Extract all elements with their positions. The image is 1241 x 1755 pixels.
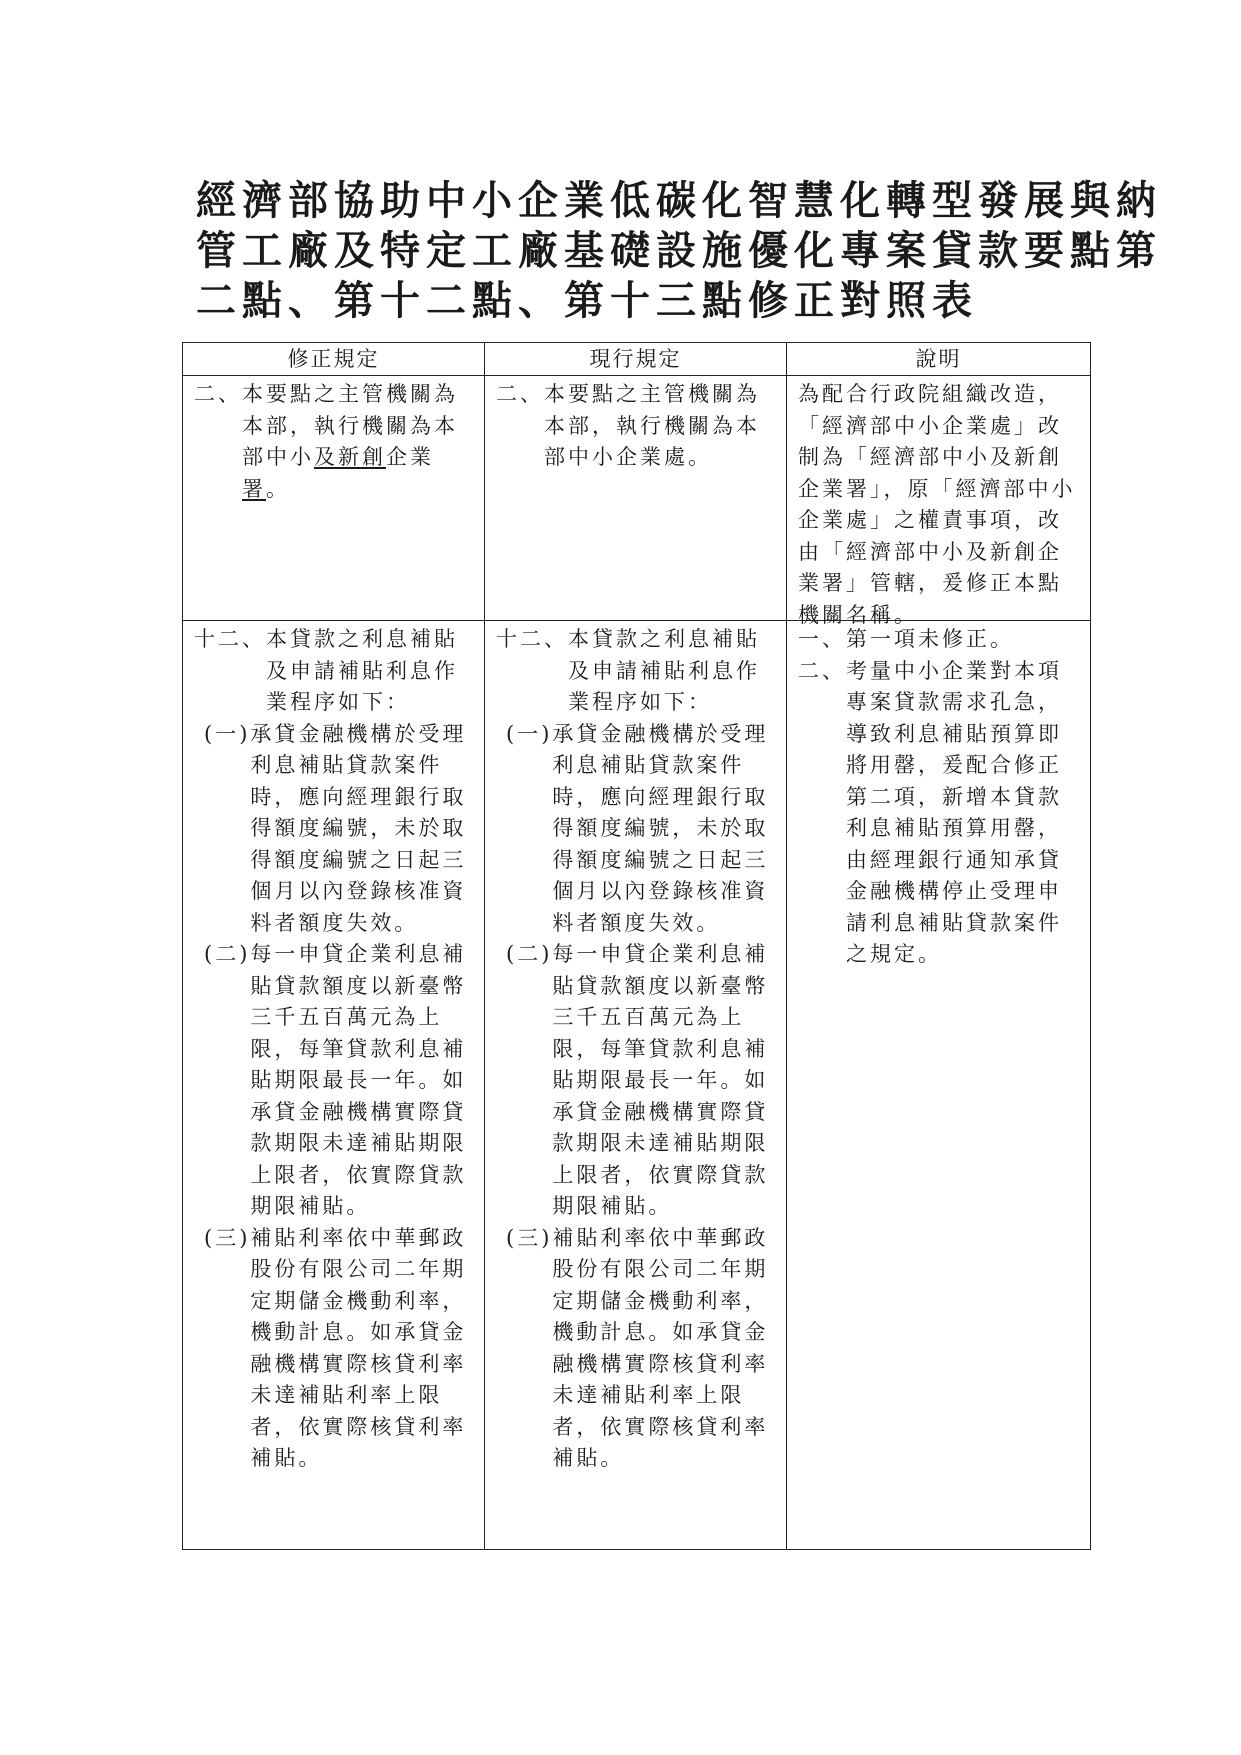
amended-text: 本要點之主管機關為本部，執行機關為本部中小及新創企業署。 xyxy=(242,382,458,501)
table-header-row xyxy=(183,343,1091,376)
row1-amended-cell xyxy=(183,376,485,621)
underlined-insert: 署 xyxy=(242,476,266,501)
table-row xyxy=(183,376,1091,621)
comparison-table xyxy=(182,342,1091,1550)
item-number: 二、 xyxy=(194,382,242,406)
header-note: 說明 xyxy=(787,343,1091,376)
row2-amended-cell xyxy=(183,621,485,1550)
item-number: 二、 xyxy=(496,382,544,406)
intro-text: 本貸款之利息補貼及申請補貼利息作業程序如下： xyxy=(568,627,760,714)
underlined-insert: 及新創 xyxy=(314,445,386,469)
sub-item-number: (二) xyxy=(506,942,553,966)
sub-item-text: 承貸金融機構於受理利息補貼貸款案件時，應向經理銀行取得額度編號，未於取得額度編號之日起三個月以內登錄核准資料者額度失效。 xyxy=(552,721,769,935)
title-line-3: 二點、第十二點、第十三點修正對照表 xyxy=(196,277,978,324)
row2-current-cell xyxy=(485,621,787,1550)
title-line-2: 管工廠及特定工廠基礎設施優化專案貸款要點第 xyxy=(196,227,1162,274)
current-text: 本要點之主管機關為本部，執行機關為本部中小企業處。 xyxy=(544,382,760,469)
note-item xyxy=(798,656,1083,971)
note-item-text: 第一項未修正。 xyxy=(846,627,1014,651)
note-item-text: 考量中小企業對本項專案貸款需求孔急，導致利息補貼預算即將用罄，爰配合修正第二項，新增本貸款利息補貼預算用罄，由經理銀行通知承貸金融機構停止受理申請利息補貼貸款案件之規定。 xyxy=(846,658,1062,966)
note-text: 為配合行政院組織改造，「經濟部中小企業處」改制為「經濟部中小及新創企業署」，原「經濟部中小企業處」之權責事項，改由「經濟部中小及新創企業署」管轄，爰修正本點機關名稱。 xyxy=(798,382,1076,627)
sub-item xyxy=(506,1223,779,1475)
item-number: 十二、 xyxy=(496,627,568,651)
item-number: 十二、 xyxy=(194,627,266,651)
sub-item xyxy=(204,1223,477,1475)
sub-item-number: (一) xyxy=(506,721,553,746)
title-line-1: 經濟部協助中小企業低碳化智慧化轉型發展與納 xyxy=(196,177,1162,224)
note-item-number: 二、 xyxy=(798,658,846,683)
sub-item-text: 補貼利率依中華郵政股份有限公司二年期定期儲金機動利率，機動計息。如承貸金融機構實際核貸利率未達補貼利率上限者，依實際核貸利率補貼。 xyxy=(250,1225,467,1470)
row1-note-cell xyxy=(787,376,1091,627)
row1-current-cell xyxy=(485,376,787,621)
sub-item-text: 每一申貸企業利息補貼貸款額度以新臺幣三千五百萬元為上限，每筆貸款利息補貼期限最長一年。如承貸金融機構實際貸款期限未達補貼期限上限者，依實際貸款期限補貼。 xyxy=(552,942,769,1218)
sub-item-number: (三) xyxy=(506,1225,553,1250)
sub-item xyxy=(204,939,477,1223)
sub-item xyxy=(506,719,779,940)
note-item-number: 一、 xyxy=(798,627,846,651)
intro-text: 本貸款之利息補貼及申請補貼利息作業程序如下： xyxy=(266,627,458,714)
header-amended: 修正規定 xyxy=(183,343,485,376)
document-title xyxy=(196,176,1162,326)
sub-item-text: 補貼利率依中華郵政股份有限公司二年期定期儲金機動利率，機動計息。如承貸金融機構實際核貸利率未達補貼利率上限者，依實際核貸利率補貼。 xyxy=(552,1225,769,1470)
note-item xyxy=(798,624,1083,656)
sub-item xyxy=(506,939,779,1223)
table-row xyxy=(183,621,1091,1550)
header-current: 現行規定 xyxy=(485,343,787,376)
sub-item-text: 承貸金融機構於受理利息補貼貸款案件時，應向經理銀行取得額度編號，未於取得額度編號之日起三個月以內登錄核准資料者額度失效。 xyxy=(250,721,467,935)
sub-item-number: (三) xyxy=(204,1225,251,1250)
sub-item-number: (二) xyxy=(204,942,251,966)
sub-item xyxy=(204,719,477,940)
sub-item-text: 每一申貸企業利息補貼貸款額度以新臺幣三千五百萬元為上限，每筆貸款利息補貼期限最長一年。如承貸金融機構實際貸款期限未達補貼期限上限者，依實際貸款期限補貼。 xyxy=(250,942,467,1218)
sub-item-number: (一) xyxy=(204,721,251,746)
row2-note-cell xyxy=(787,621,1091,1550)
